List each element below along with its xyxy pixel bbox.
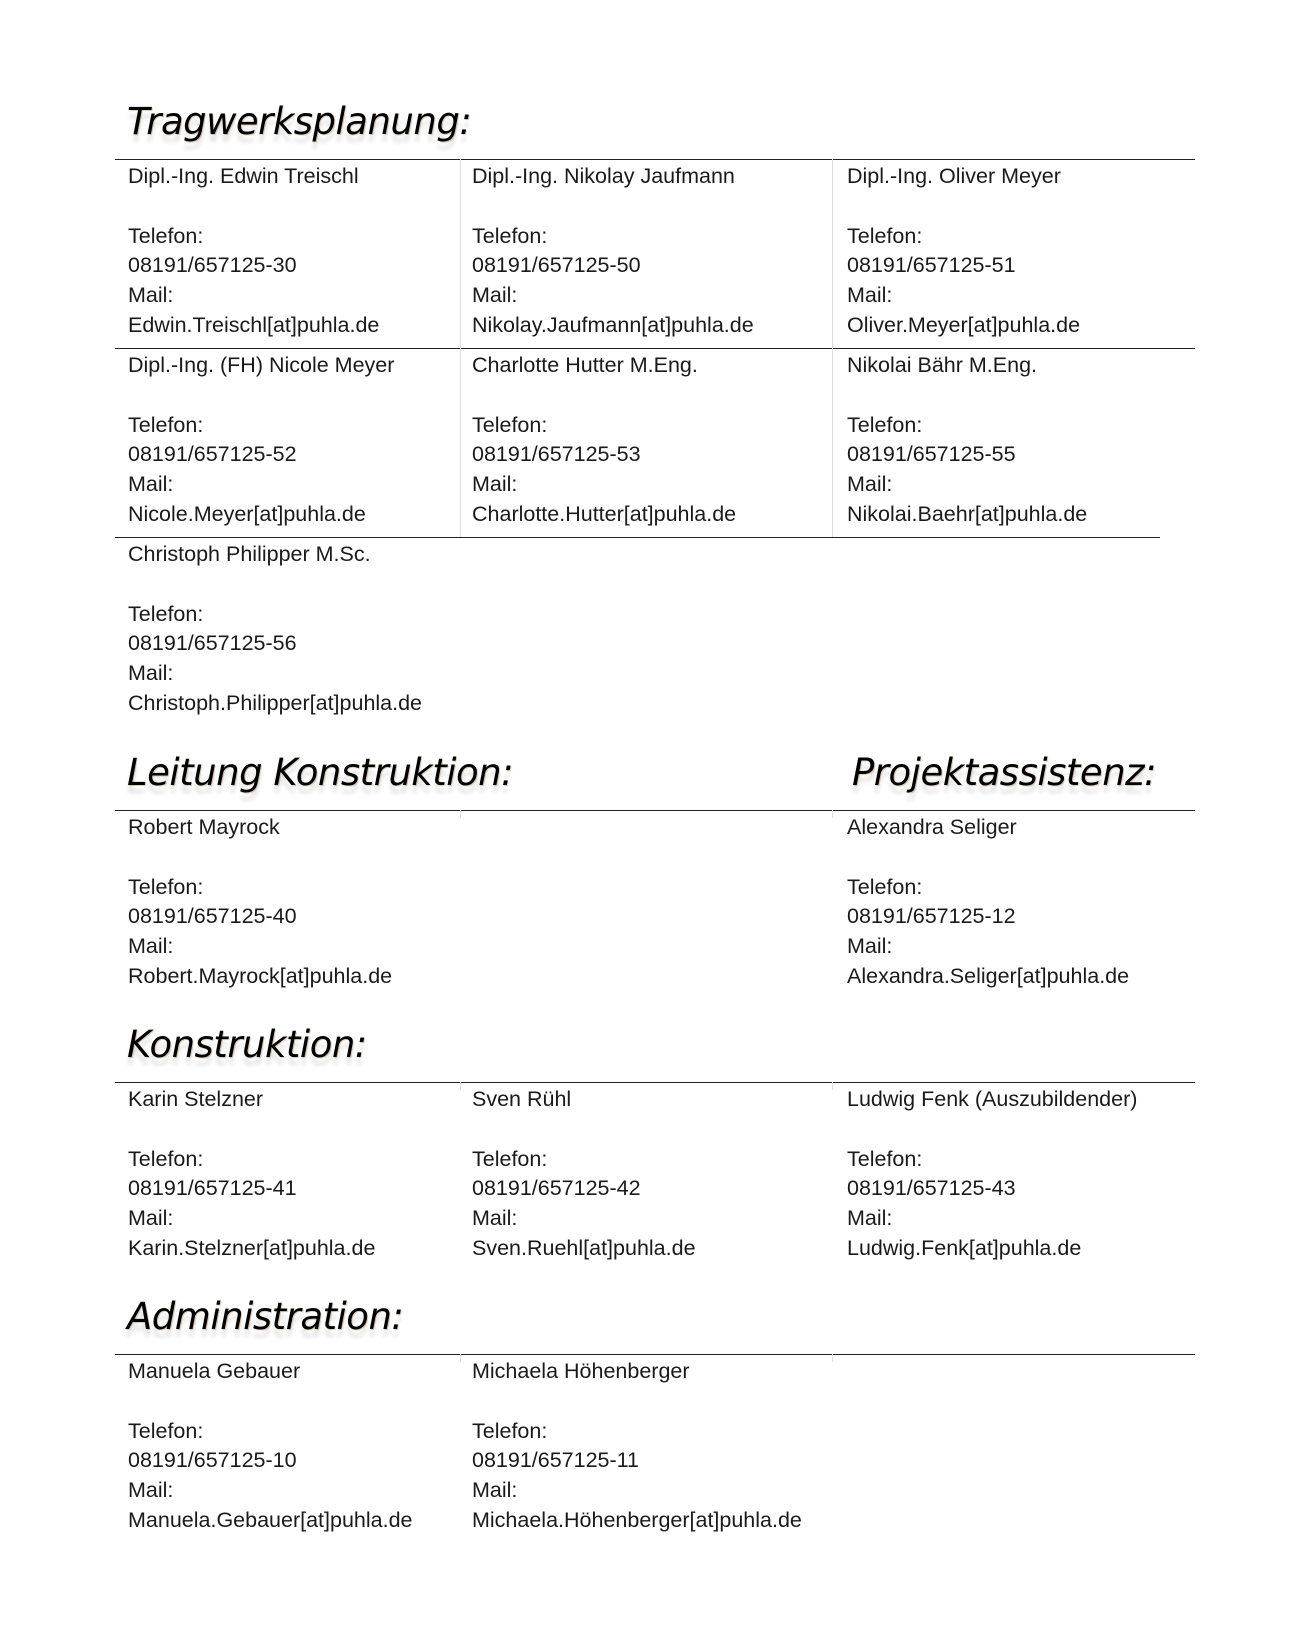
section-heading-administration: Administration: [127,1295,404,1338]
phone-number: 08191/657125-12 [847,904,1016,929]
contact-name: Karin Stelzner [128,1087,264,1111]
phone-label: Telefon: [847,874,923,899]
phone-number: 08191/657125-50 [472,253,641,278]
contact-name: Dipl.-Ing. Nikolay Jaufmann [472,164,735,188]
contact-name: Dipl.-Ing. Oliver Meyer [847,164,1061,188]
section-heading-tragwerksplanung: Tragwerksplanung: [127,100,472,143]
phone-number: 08191/657125-30 [128,253,297,278]
mail-address[interactable]: Nicole.Meyer[at]puhla.de [128,501,366,526]
phone-label: Telefon: [128,1418,204,1443]
phone-label: Telefon: [128,1146,204,1171]
column-separator [460,159,461,537]
phone-label: Telefon: [472,1146,548,1171]
mail-label: Mail: [128,934,174,959]
phone-number: 08191/657125-55 [847,442,1016,467]
table-rule [115,537,1160,538]
contact-name: Nikolai Bähr M.Eng. [847,353,1037,377]
contact-card [128,351,394,530]
contact-name: Charlotte Hutter M.Eng. [472,353,698,377]
contact-card [128,1357,413,1536]
mail-label: Mail: [128,283,174,308]
contact-card [128,162,379,341]
phone-label: Telefon: [847,412,923,437]
phone-number: 08191/657125-11 [472,1448,639,1473]
phone-number: 08191/657125-40 [128,904,297,929]
contact-name: Manuela Gebauer [128,1359,301,1383]
contact-name: Sven Rühl [472,1087,572,1111]
mail-address[interactable]: Edwin.Treischl[at]puhla.de [128,312,380,337]
mail-label: Mail: [472,1206,518,1231]
phone-label: Telefon: [847,223,923,248]
phone-number: 08191/657125-53 [472,442,641,467]
contact-card [847,162,1080,341]
mail-label: Mail: [847,283,893,308]
contact-card [847,351,1087,530]
contact-card [128,813,392,992]
phone-label: Telefon: [128,412,204,437]
mail-address[interactable]: Karin.Stelzner[at]puhla.de [128,1235,376,1260]
phone-label: Telefon: [128,874,204,899]
mail-label: Mail: [472,472,518,497]
table-rule [115,810,1195,811]
table-rule [115,1354,1195,1355]
section-heading-konstruktion: Konstruktion: [127,1023,367,1066]
mail-address[interactable]: Alexandra.Seliger[at]puhla.de [847,963,1130,988]
contact-card [472,351,736,530]
contact-name: Ludwig Fenk (Auszubildender) [847,1087,1138,1111]
table-rule [115,159,1195,160]
phone-number: 08191/657125-52 [128,442,297,467]
column-separator [832,1354,833,1362]
mail-label: Mail: [128,472,174,497]
mail-label: Mail: [472,1478,518,1503]
table-rule [115,348,1195,349]
phone-number: 08191/657125-42 [472,1176,641,1201]
phone-number: 08191/657125-10 [128,1448,297,1473]
contact-card [472,162,754,341]
column-separator [832,810,833,818]
contact-card [128,1085,375,1264]
mail-address[interactable]: Ludwig.Fenk[at]puhla.de [847,1235,1082,1260]
contact-card [847,813,1129,992]
mail-label: Mail: [128,661,174,686]
mail-address[interactable]: Nikolai.Baehr[at]puhla.de [847,501,1088,526]
mail-address[interactable]: Charlotte.Hutter[at]puhla.de [472,501,737,526]
column-separator [460,1354,461,1362]
contact-name: Christoph Philipper M.Sc. [128,542,371,566]
column-separator [460,810,461,818]
mail-label: Mail: [847,934,893,959]
mail-address[interactable]: Nikolay.Jaufmann[at]puhla.de [472,312,754,337]
mail-label: Mail: [472,283,518,308]
phone-number: 08191/657125-43 [847,1176,1016,1201]
contact-name: Dipl.-Ing. (FH) Nicole Meyer [128,353,395,377]
mail-label: Mail: [128,1206,174,1231]
phone-label: Telefon: [128,601,204,626]
mail-address[interactable]: Oliver.Meyer[at]puhla.de [847,312,1081,337]
mail-label: Mail: [128,1478,174,1503]
mail-address[interactable]: Sven.Ruehl[at]puhla.de [472,1235,696,1260]
phone-label: Telefon: [847,1146,923,1171]
contact-name: Robert Mayrock [128,815,280,839]
contact-card [472,1085,696,1264]
mail-label: Mail: [847,1206,893,1231]
phone-number: 08191/657125-56 [128,631,297,656]
section-heading-projektassistenz: Projektassistenz: [852,751,1157,794]
phone-label: Telefon: [472,1418,548,1443]
contact-card [128,540,422,719]
table-rule [115,1082,1195,1083]
contact-name: Michaela Höhenberger [472,1359,690,1383]
contact-name: Alexandra Seliger [847,815,1017,839]
phone-label: Telefon: [472,223,548,248]
mail-address[interactable]: Manuela.Gebauer[at]puhla.de [128,1507,413,1532]
column-separator [832,1082,833,1090]
mail-address[interactable]: Christoph.Philipper[at]puhla.de [128,690,423,715]
phone-number: 08191/657125-41 [128,1176,297,1201]
section-heading-leitung-konstruktion: Leitung Konstruktion: [127,751,514,794]
phone-label: Telefon: [472,412,548,437]
column-separator [460,1082,461,1090]
contact-card [847,1085,1137,1264]
contact-name: Dipl.-Ing. Edwin Treischl [128,164,359,188]
phone-label: Telefon: [128,223,204,248]
column-separator [832,159,833,537]
phone-number: 08191/657125-51 [847,253,1016,278]
mail-address[interactable]: Robert.Mayrock[at]puhla.de [128,963,393,988]
mail-label: Mail: [847,472,893,497]
mail-address[interactable]: Michaela.Höhenberger[at]puhla.de [472,1507,802,1532]
contact-card [472,1357,802,1536]
